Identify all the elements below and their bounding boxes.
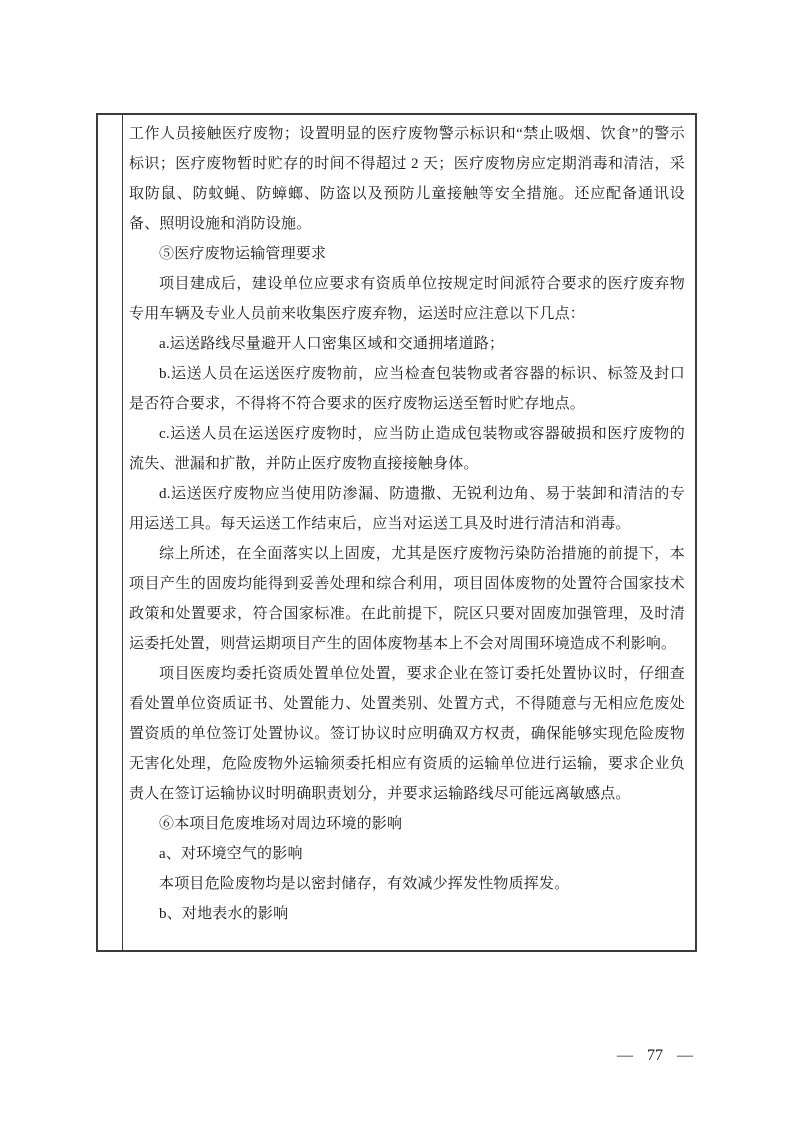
report-table-section <box>96 113 697 952</box>
paragraph-list-item: d.运送医疗废物应当使用防渗漏、防遗撒、无锐利边角、易于装卸和清洁的专用运送工具。每天运送工作结束后，应当对运送工具及时进行清洁和消毒。 <box>129 486 685 532</box>
paragraph: 项目医废均委托资质处置单位处置，要求企业在签订委托处置协议时，仔细查看处置单位资质证书、处置能力、处置类别、处置方式，不得随意与无相应危废处置资质的单位签订处置协议。签订协议时应明确双方权责，确保能够实现危险废物无害化处理，危险废物外运输须委托相应有资质的运输单位进行运输，要求企业负责人在签订运输协议时明确职责划分，并要求运输路线尽可能远离敏感点。 <box>129 666 685 802</box>
paragraph-list-item: b.运送人员在运送医疗废物前，应当检查包装物或者容器的标识、标签及封口是否符合要求，不得将不符合要求的医疗废物运送至暂时贮存地点。 <box>129 366 685 412</box>
table-stub-column <box>98 115 123 950</box>
paragraph: 工作人员接触医疗废物；设置明显的医疗废物警示标识和“禁止吸烟、饮食”的警示标识；医疗废物暂时贮存的时间不得超过 2 天；医疗废物房应定期消毒和清洁，采取防鼠、防蚊蝇、防蟑螂、防盗以及预防儿童接触等安全措施。还应配备通讯设备、照明设施和消防设施。 <box>129 126 685 232</box>
paragraph-subheading: b、对地表水的影响 <box>159 906 289 922</box>
paragraph: 项目建成后，建设单位应要求有资质单位按规定时间派符合要求的医疗废弃物专用车辆及专业人员前来收集医疗废弃物，运送时应注意以下几点： <box>129 276 685 322</box>
table-content-cell <box>123 115 695 950</box>
page-number: 77 <box>647 1047 663 1064</box>
paragraph-heading: ⑥本项目危废堆场对周边环境的影响 <box>159 816 403 832</box>
paragraph-subheading: a、对环境空气的影响 <box>159 846 303 862</box>
footer-dash-left: — <box>617 1047 633 1064</box>
paragraph: 本项目危险废物均是以密封储存，有效减少挥发性物质挥发。 <box>159 876 570 892</box>
footer-dash-right: — <box>677 1047 693 1064</box>
paragraph-list-item: c.运送人员在运送医疗废物时，应当防止造成包装物或容器破损和医疗废物的流失、泄漏和扩散，并防止医疗废物直接接触身体。 <box>129 426 685 472</box>
paragraph-heading: ⑤医疗废物运输管理要求 <box>159 246 327 262</box>
paragraph: 综上所述，在全面落实以上固废，尤其是医疗废物污染防治措施的前提下，本项目产生的固废均能得到妥善处理和综合利用，项目固体废物的处置符合国家技术政策和处置要求，符合国家标准。在此前提下，院区只要对固废加强管理，及时清运委托处置，则营运期项目产生的固体废物基本上不会对周围环境造成不利影响。 <box>129 546 685 652</box>
page-footer <box>617 1046 693 1066</box>
paragraph-list-item: a.运送路线尽量避开人口密集区域和交通拥堵道路； <box>159 336 505 352</box>
